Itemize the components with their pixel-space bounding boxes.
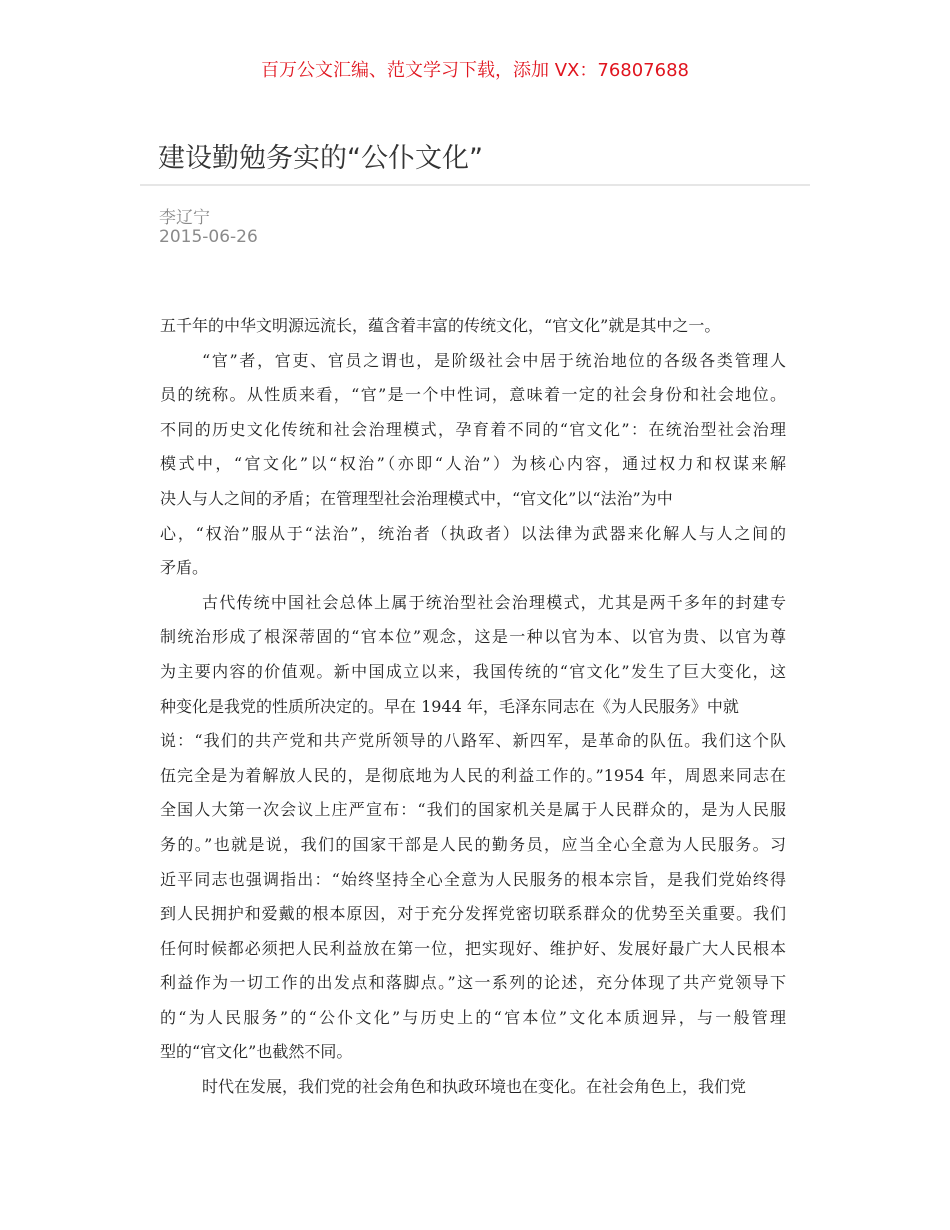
paragraph-line: 员的统称。从性质来看，“官”是一个中性词，意味着一定的社会身份和社会地位。 bbox=[160, 385, 786, 405]
paragraph-line: 任何时候都必须把人民利益放在第一位，把实现好、维护好、发展好最广大人民根本 bbox=[160, 938, 786, 958]
paragraph-line: 伍完全是为着解放人民的，是彻底地为人民的利益工作的。”1954 年，周恩来同志在 bbox=[160, 765, 786, 785]
article-title: 建设勤勉务实的“公仆文化” bbox=[158, 143, 483, 174]
paragraph-line: 务的。”也就是说，我们的国家干部是人民的勤务员，应当全心全意为人民服务。习 bbox=[160, 834, 786, 854]
paragraph-line: 心，“权治”服从于“法治”，统治者（执政者）以法律为武器来化解人与人之间的 bbox=[160, 523, 786, 543]
paragraph-line: 到人民拥护和爱戴的根本原因，对于充分发挥党密切联系群众的优势至关重要。我们 bbox=[160, 904, 786, 924]
download-banner: 百万公文汇编、范文学习下载，添加 VX：76807688 bbox=[261, 60, 689, 81]
paragraph-line: 决人与人之间的矛盾；在管理型社会治理模式中，“官文化”以“法治”为中 bbox=[160, 488, 673, 508]
paragraph-line: 制统治形成了根深蒂固的“官本位”观念，这是一种以官为本、以官为贵、以官为尊 bbox=[160, 627, 786, 647]
paragraph-line: 五千年的中华文明源远流长，蕴含着丰富的传统文化，“官文化”就是其中之一。 bbox=[160, 316, 721, 335]
paragraph-line: 的“为人民服务”的“公仆文化”与历史上的“官本位”文化本质迥异，与一般管理 bbox=[160, 1007, 786, 1027]
paragraph-line: 近平同志也强调指出：“始终坚持全心全意为人民服务的根本宗旨，是我们党始终得 bbox=[160, 869, 786, 889]
paragraph-line: 古代传统中国社会总体上属于统治型社会治理模式，尤其是两千多年的封建专 bbox=[202, 592, 786, 612]
paragraph-line: 说：“我们的共产党和共产党所领导的八路军、新四军，是革命的队伍。我们这个队 bbox=[160, 731, 786, 751]
paragraph-line: 型的“官文化”也截然不同。 bbox=[160, 1042, 353, 1062]
paragraph-line: 矛盾。 bbox=[160, 558, 209, 578]
paragraph-line: 为主要内容的价值观。新中国成立以来，我国传统的“官文化”发生了巨大变化，这 bbox=[160, 661, 786, 681]
paragraph-line: 时代在发展，我们党的社会角色和执政环境也在变化。在社会角色上，我们党 bbox=[202, 1077, 747, 1097]
publish-date: 2015-06-26 bbox=[159, 227, 258, 247]
paragraph-line: 模式中，“官文化”以“权治”（亦即“人治”）为核心内容，通过权力和权谋来解 bbox=[160, 454, 786, 474]
paragraph-line: 种变化是我党的性质所决定的。早在 1944 年，毛泽东同志在《为人民服务》中就 bbox=[160, 696, 739, 716]
paragraph-line: 利益作为一切工作的出发点和落脚点。”这一系列的论述，充分体现了共产党领导下 bbox=[160, 973, 786, 993]
paragraph-line: “官”者，官吏、官员之谓也，是阶级社会中居于统治地位的各级各类管理人 bbox=[202, 350, 786, 370]
title-divider bbox=[140, 184, 810, 186]
article-body bbox=[160, 313, 786, 1109]
paragraph-line: 全国人大第一次会议上庄严宣布：“我们的国家机关是属于人民群众的，是为人民服 bbox=[160, 800, 786, 820]
paragraph-line: 不同的历史文化传统和社会治理模式，孕育着不同的“官文化”：在统治型社会治理 bbox=[160, 419, 786, 439]
author: 李辽宁 bbox=[159, 208, 210, 228]
